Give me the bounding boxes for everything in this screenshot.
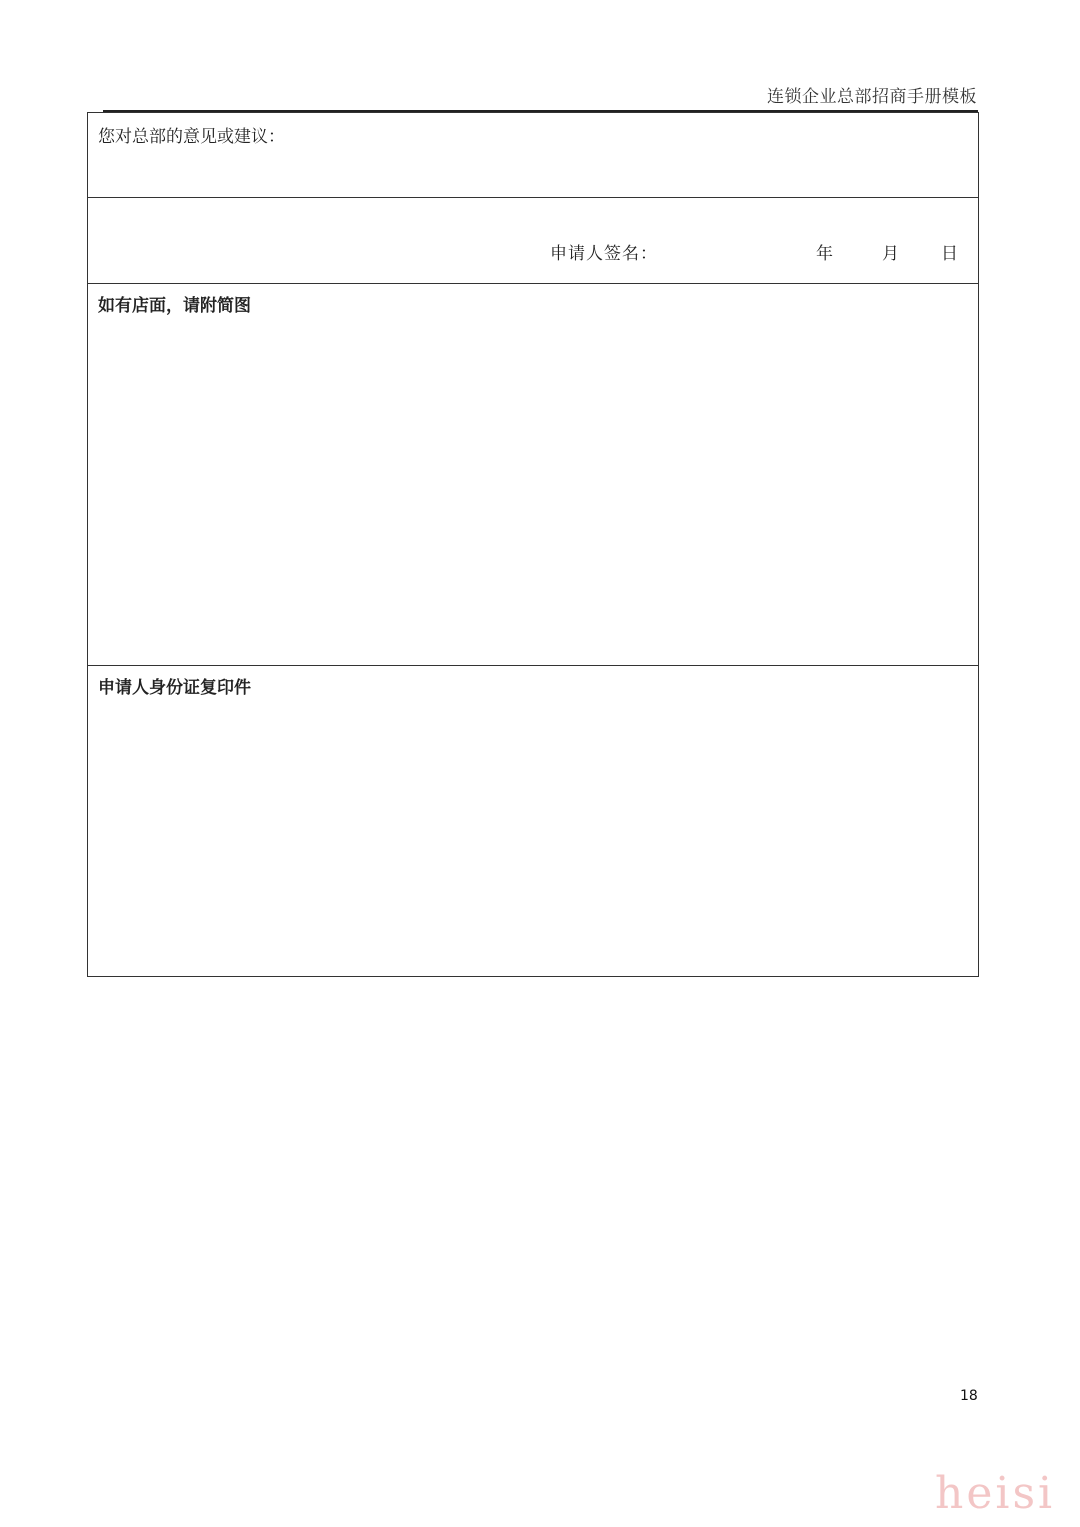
suggestion-row: [88, 113, 979, 198]
document-header-title: 连锁企业总部招商手册模板: [767, 87, 977, 107]
id-copy-cell[interactable]: [88, 666, 979, 977]
signature-row: [88, 198, 979, 284]
id-copy-row: [88, 666, 979, 977]
store-sketch-row: [88, 284, 979, 666]
application-form-table: [87, 112, 979, 977]
id-copy-label: 申请人身份证复印件: [98, 678, 251, 698]
store-sketch-label: 如有店面，请附简图: [98, 296, 251, 316]
store-sketch-cell[interactable]: [88, 284, 979, 666]
date-day-label: 日: [941, 244, 958, 264]
page-number: 18: [960, 1388, 978, 1404]
signature-cell[interactable]: [88, 198, 979, 284]
watermark-text: heisi: [935, 1468, 1056, 1519]
suggestion-label: 您对总部的意见或建议：: [98, 127, 285, 147]
signature-label: 申请人签名：: [550, 244, 658, 264]
date-month-label: 月: [882, 244, 899, 264]
suggestion-cell[interactable]: [88, 113, 979, 198]
date-year-label: 年: [816, 244, 833, 264]
